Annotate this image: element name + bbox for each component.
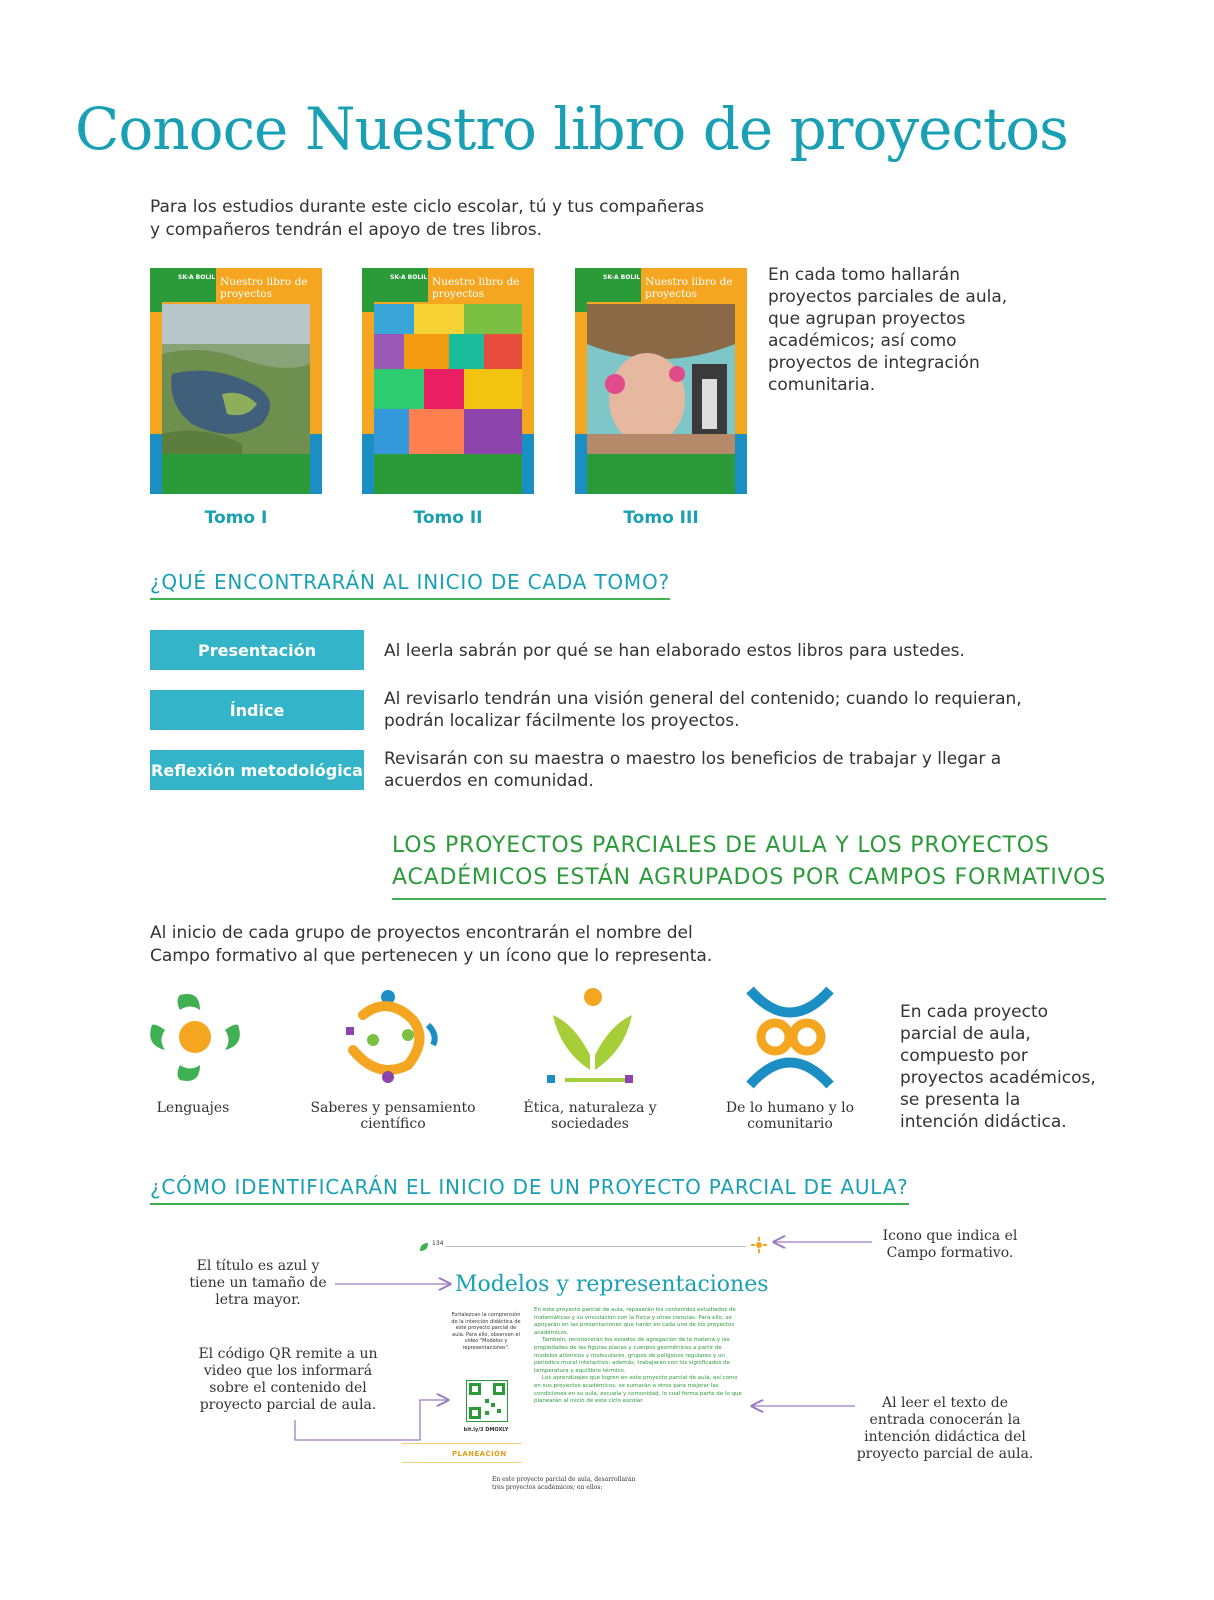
desc-presentacion: Al leerla sabrán por qué se han elaborado estos libros para ustedes.: [384, 641, 965, 661]
covers-note: En cada tomo hallarán proyectos parciales de aula, que agrupan proyectos académicos; así como proyectos de integración comunitaria.: [768, 265, 1008, 395]
campos-intro: Al inicio de cada grupo de proyectos encontrarán el nombre del Campo formativo al que pertenecen y un ícono que lo representa.: [150, 923, 713, 966]
qr-link-text: bit.ly/3 DMOXLY: [463, 1427, 509, 1433]
tomo-label: Tomo II: [413, 508, 483, 528]
planeacion-label: PLANEACIÓN: [452, 1450, 507, 1458]
section-heading-identificar: ¿CÓMO IDENTIFICARÁN EL INICIO DE UN PROYECTO PARCIAL DE AULA?: [150, 1175, 909, 1205]
section-heading-inicio: ¿QUÉ ENCONTRARÁN AL INICIO DE CADA TOMO?: [150, 570, 670, 600]
icon-label: Ética, naturaleza y sociedades: [523, 1100, 657, 1132]
mock-footer-text: En este proyecto parcial de aula, desarrollarán tres proyectos académicos; en ellos:: [492, 1476, 636, 1491]
cover-tomo-2: SK-A BOLIL Nuestro libro de proyectos: [362, 268, 534, 494]
tomo-label: Tomo III: [623, 508, 699, 528]
annotation-title: El título es azul y tiene un tamaño de letra mayor.: [189, 1258, 327, 1308]
annotation-icon: Icono que indica el Campo formativo.: [882, 1228, 1018, 1261]
desc-reflexion: Revisarán con su maestra o maestro los beneficios de trabajar y llegar a acuerdos en comunidad.: [384, 749, 1002, 791]
mock-side-text: Fortalezcan la comprensión de la intención didáctica de este proyecto parcial de aula. Para ello, observen el video "Modelos y representaciones".: [451, 1312, 521, 1351]
annotation-qr: El código QR remite a un video que los informará sobre el contenido del proyecto parcial de aula.: [198, 1346, 378, 1413]
label-reflexion: Reflexión metodológica: [150, 750, 364, 790]
cover-title: Nuestro libro de proyectos: [220, 276, 308, 300]
mock-intro-text: En este proyecto parcial de aula, repasarán los contenidos estudiados de matemáticas y su vinculación con la física y otras ciencias. Para ello, se apoyarán en las presentaciones que harán en cada uno de los proyectos académicos. También, reconocerán los estados de agregación de la materia y las propiedades de las figuras planas y cuerpos geométricos a partir de modelos atómicos y moleculares, grupos de polígonos regulares y un periódico mural interactivo; además, trabajarán con los significados de temperatura y equilibrio térmico. Los aprendizajes que logren en este proyecto parcial de aula, así como en sus proyectos académicos, se sumarán a otros para mejorar las condiciones en su aula, escuela y comunidad, lo cual forma parte de lo que planearán al inicio de este ciclo escolar.: [534, 1307, 742, 1405]
tomo-label: Tomo I: [204, 508, 268, 528]
cover-tomo-1: SK-A BOLIL Nuestro libro de proyectos: [150, 268, 322, 494]
cover-title: Nuestro libro de proyectos: [645, 276, 733, 300]
annotation-text: Al leer el texto de entrada conocerán la intención didáctica del proyecto parcial de aula.: [856, 1395, 1034, 1462]
intro-text: Para los estudios durante este ciclo escolar, tú y tus compañeras y compañeros tendrán el apoyo de tres libros.: [150, 197, 705, 240]
campos-note: En cada proyecto parcial de aula, compuesto por proyectos académicos, se presenta la intención didáctica.: [900, 1002, 1096, 1132]
mock-page-number: 134: [432, 1240, 444, 1247]
icon-label: De lo humano y lo comunitario: [725, 1100, 855, 1132]
mock-project-title: Modelos y representaciones: [455, 1272, 769, 1297]
arrow-qr: [295, 1400, 448, 1440]
cover-title: Nuestro libro de proyectos: [432, 276, 520, 300]
label-presentacion: Presentación: [150, 630, 364, 670]
page-title: Conoce Nuestro libro de proyectos: [75, 95, 1068, 163]
icon-label: Saberes y pensamiento científico: [310, 1100, 476, 1132]
cover-tomo-3: SK-A BOLIL Nuestro libro de proyectos: [575, 268, 747, 494]
label-indice: Índice: [150, 690, 364, 730]
section-heading-campos: LOS PROYECTOS PARCIALES DE AULA Y LOS PROYECTOS ACADÉMICOS ESTÁN AGRUPADOS POR CAMPOS FORMATIVOS: [392, 830, 1106, 900]
icon-label: Lenguajes: [156, 1100, 230, 1116]
desc-indice: Al revisarlo tendrán una visión general del contenido; cuando lo requieran, podrán localizar fácilmente los proyectos.: [384, 689, 1022, 731]
